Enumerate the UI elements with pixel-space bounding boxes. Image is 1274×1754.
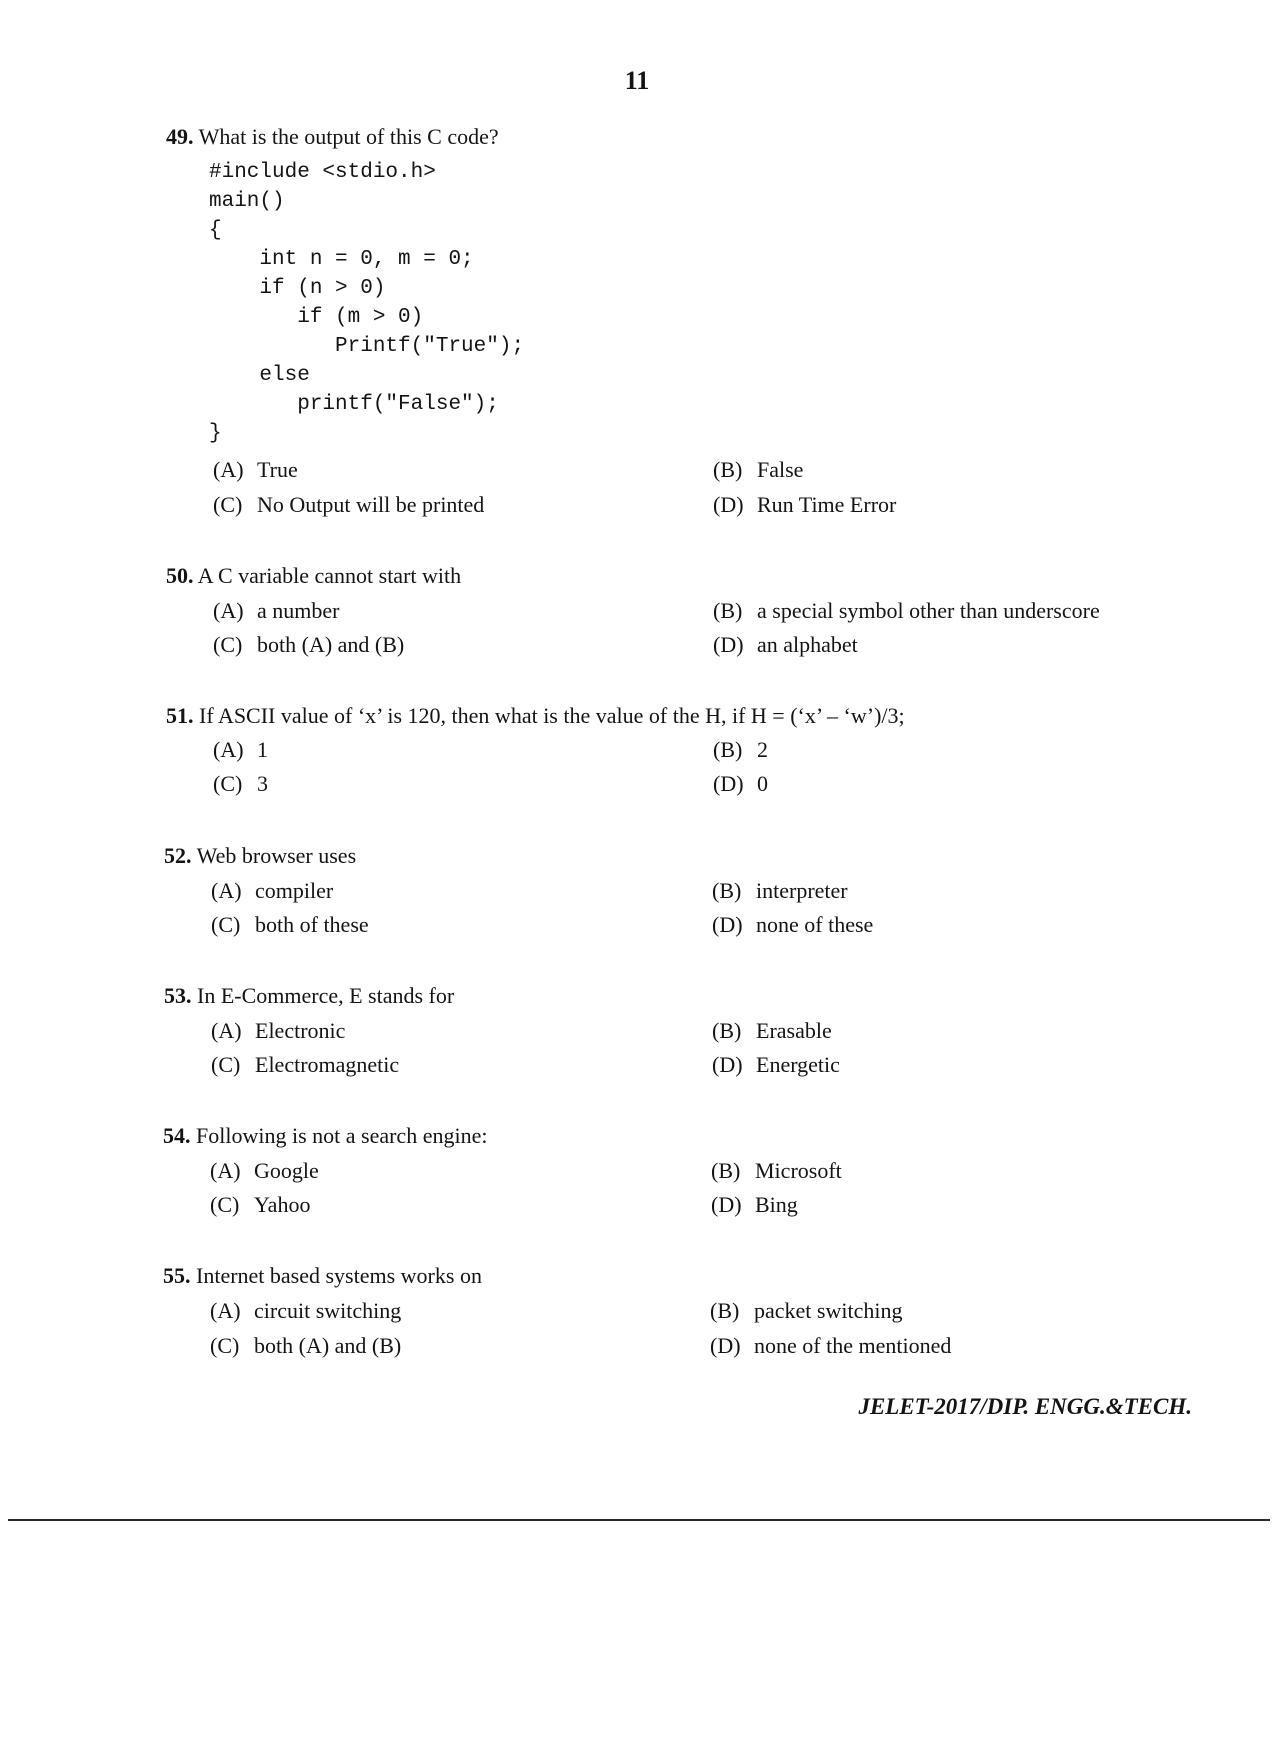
option-text: Bing <box>755 1192 798 1217</box>
option-a <box>210 1158 319 1184</box>
question-number: 53. <box>164 983 192 1008</box>
option-letter: (D) <box>713 632 744 657</box>
option-letter: (B) <box>710 1298 740 1323</box>
option-a <box>210 1298 401 1324</box>
code-line: if (n > 0) <box>209 277 386 300</box>
option-letter: (C) <box>211 912 241 937</box>
option-b <box>712 878 848 904</box>
option-text: Electromagnetic <box>255 1052 400 1077</box>
option-d <box>713 771 768 797</box>
option-letter: (D) <box>712 1052 743 1077</box>
page-number: 11 <box>624 66 650 95</box>
option-d <box>710 1333 951 1359</box>
option-letter: (B) <box>712 878 742 903</box>
question-text: Internet based systems works on <box>196 1263 482 1288</box>
code-line: } <box>209 422 222 445</box>
question-stem <box>166 703 905 729</box>
option-text: 3 <box>257 771 268 796</box>
option-text: Energetic <box>756 1052 840 1077</box>
option-text: False <box>757 457 804 482</box>
option-d <box>713 492 896 518</box>
question-stem <box>163 1123 487 1149</box>
option-letter: (C) <box>211 1052 241 1077</box>
paper-code-footer: JELET-2017/DIP. ENGG.&TECH. <box>858 1394 1192 1419</box>
question-text: If ASCII value of ‘x’ is 120, then what is the value of the H, if H = (‘x’ – ‘w’)/3; <box>199 703 905 728</box>
code-line: if (m > 0) <box>209 306 424 329</box>
question-text: What is the output of this C code? <box>198 124 499 149</box>
option-letter: (B) <box>711 1158 741 1183</box>
option-letter: (D) <box>711 1192 742 1217</box>
code-line: printf("False"); <box>209 393 499 416</box>
option-letter: (A) <box>210 1158 241 1183</box>
option-c <box>210 1192 310 1218</box>
option-b <box>710 1298 902 1324</box>
option-text: Run Time Error <box>757 492 897 517</box>
option-b <box>713 598 1100 624</box>
option-letter: (C) <box>210 1192 240 1217</box>
option-text: packet switching <box>754 1298 903 1323</box>
question-stem <box>163 1263 482 1289</box>
code-line: int n = 0, m = 0; <box>209 248 474 271</box>
option-letter: (D) <box>712 912 743 937</box>
option-a <box>211 878 333 904</box>
option-letter: (A) <box>211 1018 242 1043</box>
option-a <box>213 598 339 624</box>
option-text: Electronic <box>255 1018 346 1043</box>
option-letter: (C) <box>210 1333 240 1358</box>
question-stem <box>166 563 461 589</box>
option-letter: (A) <box>213 457 244 482</box>
question-number: 50. <box>166 563 194 588</box>
option-a <box>213 457 298 483</box>
option-text: both (A) and (B) <box>257 632 405 657</box>
question-number: 55. <box>163 1263 191 1288</box>
code-block <box>209 158 524 448</box>
option-letter: (B) <box>713 598 743 623</box>
option-d <box>712 912 873 938</box>
option-letter: (C) <box>213 632 243 657</box>
option-text: circuit switching <box>254 1298 402 1323</box>
option-text: 0 <box>757 771 768 796</box>
option-text: Erasable <box>756 1018 832 1043</box>
question-number: 49. <box>166 124 194 149</box>
option-letter: (C) <box>213 771 243 796</box>
option-letter: (D) <box>713 492 744 517</box>
option-text: a special symbol other than underscore <box>757 598 1100 623</box>
option-letter: (A) <box>213 598 244 623</box>
question-text: A C variable cannot start with <box>197 563 462 588</box>
option-c <box>211 912 369 938</box>
option-b <box>713 737 768 763</box>
question-number: 51. <box>166 703 194 728</box>
question-number: 52. <box>164 843 192 868</box>
option-letter: (B) <box>712 1018 742 1043</box>
code-line: #include <stdio.h> <box>209 161 436 184</box>
option-text: True <box>257 457 298 482</box>
option-b <box>711 1158 842 1184</box>
option-text: Microsoft <box>755 1158 842 1183</box>
option-text: Google <box>254 1158 319 1183</box>
option-b <box>713 457 803 483</box>
option-letter: (A) <box>213 737 244 762</box>
option-text: interpreter <box>756 878 848 903</box>
option-text: compiler <box>255 878 334 903</box>
option-text: both of these <box>255 912 369 937</box>
question-stem <box>164 843 356 869</box>
option-text: No Output will be printed <box>257 492 485 517</box>
option-letter: (A) <box>211 878 242 903</box>
option-text: an alphabet <box>757 632 858 657</box>
code-line: Printf("True"); <box>209 335 525 358</box>
option-letter: (D) <box>710 1333 741 1358</box>
question-stem <box>164 983 454 1009</box>
option-text: Yahoo <box>254 1192 311 1217</box>
option-b <box>712 1018 832 1044</box>
question-number: 54. <box>163 1123 191 1148</box>
option-letter: (A) <box>210 1298 241 1323</box>
option-letter: (C) <box>213 492 243 517</box>
question-text: In E-Commerce, E stands for <box>197 983 455 1008</box>
option-text: a number <box>257 598 340 623</box>
option-c <box>213 632 404 658</box>
question-stem <box>166 124 499 150</box>
option-letter: (D) <box>713 771 744 796</box>
code-line: else <box>209 364 310 387</box>
option-c <box>213 492 484 518</box>
code-line: main() <box>209 190 285 213</box>
option-letter: (B) <box>713 737 743 762</box>
option-text: both (A) and (B) <box>254 1333 402 1358</box>
code-line: { <box>209 219 222 242</box>
option-text: 2 <box>757 737 768 762</box>
option-c <box>211 1052 399 1078</box>
option-a <box>213 737 268 763</box>
option-text: 1 <box>257 737 268 762</box>
bottom-divider <box>8 1519 1270 1521</box>
question-text: Web browser uses <box>196 843 357 868</box>
question-text: Following is not a search engine: <box>196 1123 488 1148</box>
option-text: none of these <box>756 912 874 937</box>
option-d <box>711 1192 798 1218</box>
option-text: none of the mentioned <box>754 1333 952 1358</box>
option-a <box>211 1018 345 1044</box>
option-c <box>210 1333 401 1359</box>
option-d <box>713 632 858 658</box>
option-c <box>213 771 268 797</box>
option-d <box>712 1052 840 1078</box>
option-letter: (B) <box>713 457 743 482</box>
